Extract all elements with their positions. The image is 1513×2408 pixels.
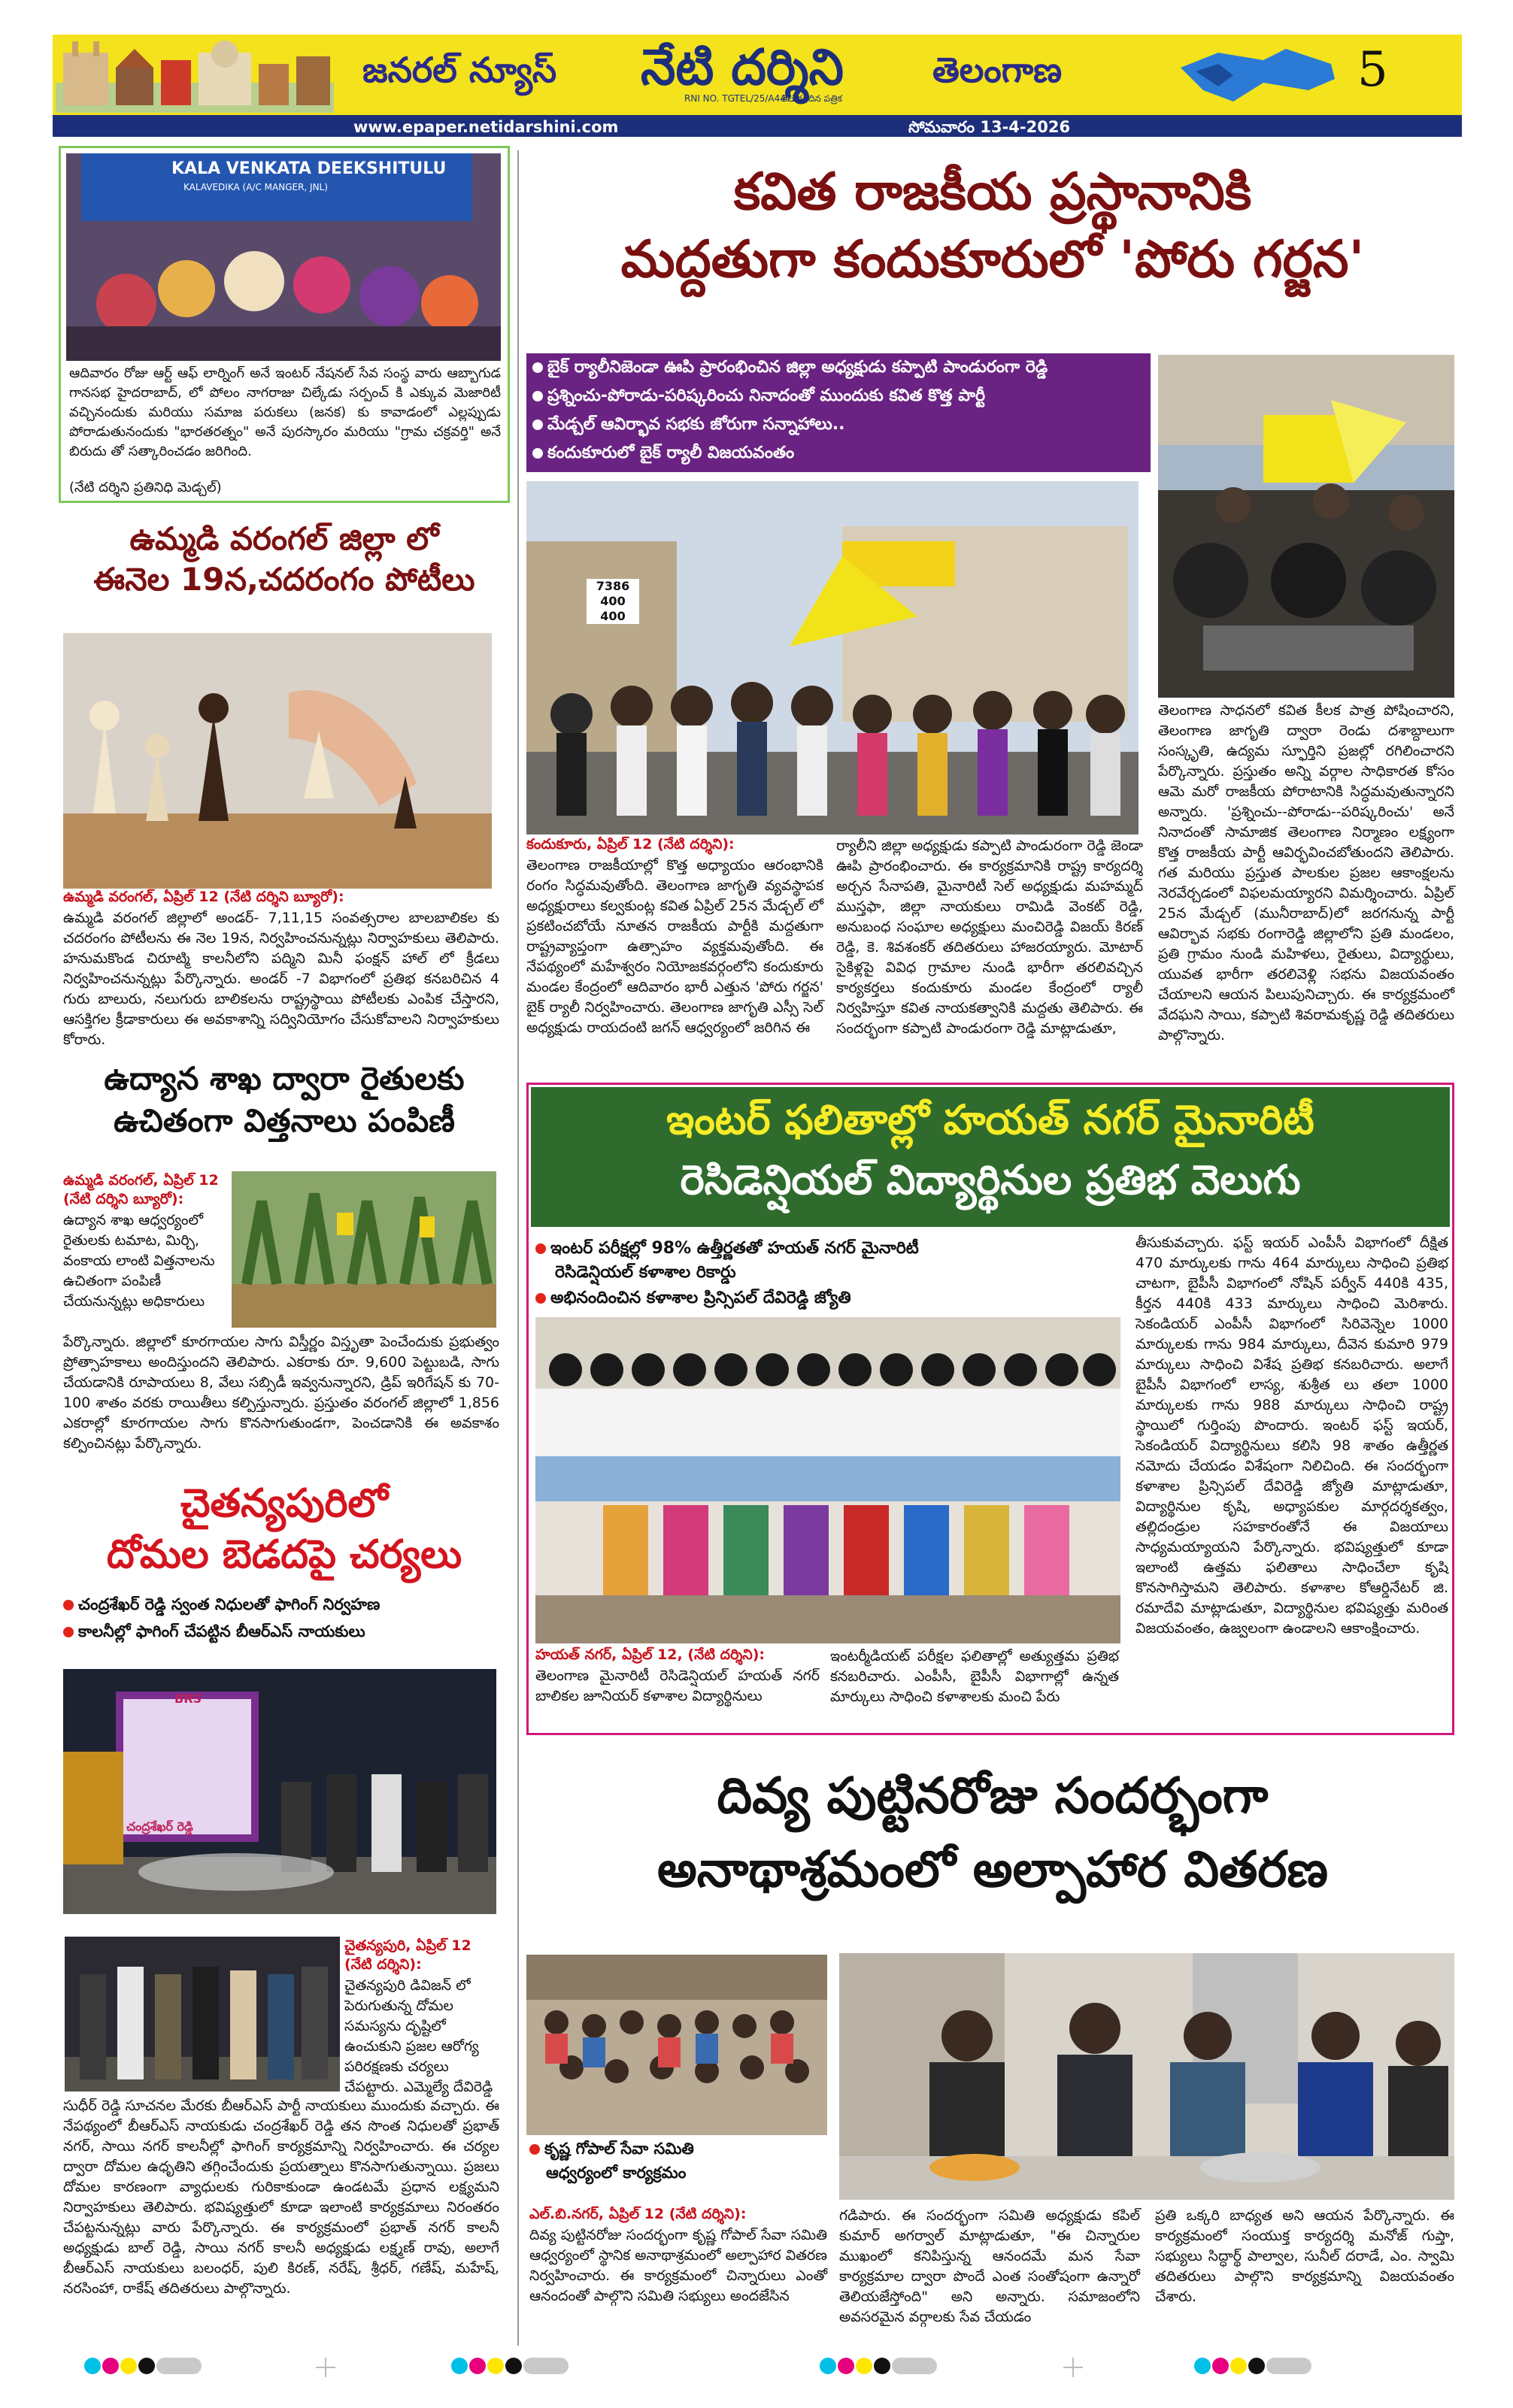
swatch-black	[1248, 2358, 1265, 2374]
paper-name: నేటి దర్శిని	[641, 38, 844, 96]
swatch-black	[138, 2358, 155, 2374]
award-banner-sub: KALAVEDIKA (A/C MANGER, JNL)	[183, 182, 328, 192]
crop-mark-1	[316, 2358, 335, 2377]
orphanage-col-3: ప్రతి ఒక్కరి బాధ్యత అని ఆయన పేర్కొన్నారు. ఈ కార్యక్రమంలో సంయుక్త కార్యదర్శి మనోజ్ గుప్తా, సభ్యులు సిద్ధార్థ్ పాల్వాల, సునీల్ దరాడే, ఎం. స్వామి తదితరులు పాల్గొని కార్యక్రమాన్ని విజయవంతం చేశారు.	[1155, 2207, 1454, 2305]
swatch-magenta	[1212, 2358, 1229, 2374]
inter-col-1: తెలంగాణ మైనారిటీ రెసిడెన్షియల్ హయత్ నగర్ బాలికల జూనియర్ కళాశాల విద్యార్థినులు	[535, 1667, 820, 1704]
swatch-yellow	[1230, 2358, 1247, 2374]
swatch-cyan	[1194, 2358, 1211, 2374]
inter-col-2: ఇంటర్మీడియట్ పరీక్షల ఫలితాల్లో అత్యుత్తమ ప్రతిభ కనబరిచారు. ఎంపీసీ, బైపీసీ విభాగాల్లో ఉన్నత మార్కులు సాధించి కళాశాలకు మంచి పేరు	[830, 1648, 1119, 1705]
orphanage-col-1: దివ్య పుట్టినరోజు సందర్భంగా కృష్ణ గోపాల్ సేవా సమితి ఆధ్వర్యంలో స్థానిక అనాథాశ్రమంలో అల్పాహార వితరణ నిర్వహించారు. ఈ కార్యక్రమంలో చిన్నారులు ఎంతో ఆనందంతో పాల్గొని సమితి సభ్యులు అందజేసిన	[529, 2227, 827, 2304]
chess-body: ఉమ్మడి వరంగల్ జిల్లాలో అండర్- 7,11,15 సంవత్సరాల బాలబాలికల కు చదరంగం పోటీలను ఈ నెల 19న, నిర్వహించనున్నట్లు నిర్వాహకులు తెలిపారు. హనుమకొండ చిరూట్మి కాలనీలోని పద్మిని మినీ ఫంక్షన్ హాల్ లో క్రీడలు నిర్వహించనున్నట్లు పేర్కొన్నారు. అండర్ -7 విభాగంలో ప్రతిభ కనబరిచిన 4 గురు బాలురు, నలుగురు బాలికలను రాష్ట్రస్థాయి పోటీలకు ఎంపిక చేస్తారని, ఆసక్తిగల క్రీడాకారులు ఈ అవకాశాన్ని సద్వినియోగం చేసుకోవాలని నిర్వాహకులు కోరారు.	[63, 910, 499, 1048]
orphanage-headline-1: దివ్య పుట్టినరోజు సందర్భంగా	[717, 1767, 1269, 1825]
registration-marks-1	[84, 2358, 202, 2377]
swatch-magenta	[838, 2358, 854, 2374]
seeds-dateline: ఉమ్మడి వరంగల్, ఏప్రిల్ 12 (నేటి దర్శిని బ్యూరో):	[63, 1172, 219, 1207]
seeds-headline-1: ఉద్యాన శాఖ ద్వారా రైతులకు	[104, 1060, 465, 1097]
swatch-black	[505, 2358, 522, 2374]
inter-headline-1: ఇంటర్ ఫలితాల్లో హయత్ నగర్ మైనారిటీ	[666, 1096, 1314, 1143]
inter-bullet-2: అభినందించిన కళాశాల ప్రిన్సిపల్ దేవిరెడ్డి జ్యోతి	[535, 1289, 851, 1311]
seeds-body: పేర్కొన్నారు. జిల్లాలో కూరగాయల సాగు విస్తీర్ణం విస్తృతా పెంచేందుకు ప్రభుత్వం ప్రోత్సాహకాలు అందిస్తుందని తెలిపారు. ఎకరాకు రూ. 9,600 పెట్టుబడి, సాగు చేయడానికి రూపాయలు 8, వేలు సబ్సిడీ ఇవ్వనున్నారని, డ్రిప్ ఇరిగేషన్ కు 70-100 శాతం వరకు రాయితీలు కల్పిస్తున్నారు. ప్రస్తుతం వరంగల్ జిల్లాలో 1,856 ఎకరాల్లో కూరగాయల సాగు కొనసాగుతుండగా, పెంచడానికి ఈ అవకాశం కల్పించినట్లు పేర్కొన్నారు.	[63, 1334, 499, 1452]
crop-mark-2	[1063, 2358, 1083, 2377]
chess-headline-2: ఈనెల 19న,చదరంగం పోటీలు	[93, 561, 475, 598]
kavitha-headline-2: మద్దతుగా కందుకూరులో 'పోరు గర్జన'	[620, 230, 1365, 289]
issue-date: సోమవారం 13-4-2026	[908, 118, 1071, 136]
kavitha-bullet-4: కందుకూరులో బైక్ ర్యాలీ విజయవంతం	[532, 444, 794, 466]
swatch-yellow	[120, 2358, 137, 2374]
inter-bullet-1: ఇంటర్ పరీక్షల్లో 98% ఉత్తీర్ణతతో హయత్ నగర్ మైనారిటీ	[535, 1239, 919, 1262]
tagline: తెలుగు దిన పత్రిక	[781, 93, 842, 104]
swatch-yellow	[856, 2358, 872, 2374]
award-text: ఆదివారం రోజు ఆర్ట్ ఆఫ్ లార్నింగ్ అనే ఇంటర్ నేషనల్ సేవ సంస్థ వారు ఆబ్బాగుడ గానసభ హైదరాబాద్, లో పోలం నాగరాజు చిల్కేడు సర్పంచ్ కి ఎక్కువ మెజారిటీ వచ్చినందుకు మరియు సమాజ పరుకలు (జనక) కు కావాడంలో ఎల్లప్పుడు పోరాడుతునందుకు "భారతరత్నం" అనే పురస్కారం మరియు "గ్రామ చక్రవర్తి" అనే బిరుదు తో సత్కారించడం జరిగింది.	[69, 365, 501, 459]
orphanage-caption-1: కృష్ణ గోపాల్ సేవా సమితి	[529, 2140, 694, 2162]
swatch-yellow	[487, 2358, 504, 2374]
masthead-bottom-bar	[53, 117, 1462, 137]
swatch-cyan	[84, 2358, 101, 2374]
swatch-black	[874, 2358, 890, 2374]
orphanage-caption-2: ఆధ్వర్యంలో కార్యక్రమం	[546, 2164, 687, 2182]
section-label-left: జనరల్ న్యూస్	[362, 50, 557, 90]
registration-marks-2	[451, 2358, 569, 2377]
orphanage-dateline: ఎల్.బి.నగర్, ఏప్రిల్ 12 (నేటి దర్శిని):	[529, 2206, 747, 2222]
swatch-grey	[523, 2358, 569, 2374]
column-divider	[517, 150, 519, 2346]
award-banner-name: KALA VENKATA DEEKSHITULU	[171, 159, 447, 178]
swatch-grey	[1266, 2358, 1311, 2374]
kavitha-headline-1: కవిత రాజకీయ ప్రస్థానానికి	[733, 162, 1252, 222]
inter-headline-2: రెసిడెన్షియల్ విద్యార్థినుల ప్రతిభ వెలుగు	[680, 1156, 1301, 1204]
shop-sign: 7386 400 400	[587, 579, 639, 624]
fogging-body: సుధీర్ రెడ్డి సూచనల మేరకు బీఆర్ఎస్ పార్టీ నాయకులు ముందుకు వచ్చారు. ఈ నేపథ్యంలో బీఆర్ఎస్ నాయకుడు చంద్రశేఖర్ రెడ్డి తన సొంత నిధులతో ప్రభాత్ నగర్, సాయి నగర్ కాలనీల్లో ఫాగింగ్ కార్యక్రమాన్ని నిర్వహించారు. ఈ చర్యల ద్వారా దోమల ఉధృతిని తగ్గించేందుకు ప్రయత్నాలు కొనసాగుతున్నాయి. ప్రజలు దోమల కారణంగా వ్యాధులకు గురికాకుండా ఉండటమే ప్రధాన లక్ష్యమని నిర్వాహకులు తెలిపారు. భవిష్యత్తులో కూడా ఇలాంటి కార్యక్రమాలు నిరంతరం చేపట్టనున్నట్లు వారు పేర్కొన్నారు. ఈ కార్యక్రమంలో ప్రభాత్ నగర్ కాలనీ అధ్యక్షుడు బాల్ రెడ్డి, సాయి నగర్ కాలనీ అధ్యక్షుడు లక్ష్మణ్ రావు, అలాగే బీఆర్ఎస్ నాయకులు బలంధర్, పులి కిరణ్, నరేష్, శ్రీధర్, గణేష్, మహేష్, నరసింహా, రాకేష్ తదితరులు పాల్గొన్నారు.	[63, 2098, 499, 2297]
fogging-bullet-2: కాలనీల్లో ఫాగింగ్ చేపట్టిన బీఆర్ఎస్ నాయకులు	[63, 1622, 365, 1645]
website: www.epaper.netidarshini.com	[353, 118, 619, 136]
kavitha-col-2: ర్యాలీని జిల్లా అధ్యక్షుడు కప్పాటి పాండురంగా రెడ్డి జెండా ఊపి ప్రారంభించారు. ఈ కార్యక్రమానికి రాష్ట్ర కార్యదర్శి అర్చన సేనాపతి, మైనారిటీ సెల్ అధ్యక్షుడు మహమ్మద్ ముస్తఫా, జిల్లా నాయకులు రామిడి వెంకట్ రెడ్డి, అనుబంధ సంఘాల అధ్యక్షులు మంచిరెడ్డి విజయ్ కిరణ్ రెడ్డి, కె. శివశంకర్ తదితరులు హాజరయ్యారు. మోటార్ సైకిళ్లపై వివిధ గ్రామాల నుండి భారీగా తరలివచ్చిన కార్యకర్తలు కందుకూరు మండల కేంద్రంలో ర్యాలీ నిర్వహిస్తూ కవిత నాయకత్వానికి మద్దతు తెలిపారు. ఈ సందర్భంగా కప్పాటి పాండురంగా రెడ్డి మాట్లాడుతూ,	[836, 837, 1143, 1037]
kavitha-bullet-1: బైక్ ర్యాలీనిజెండా ఊపి ప్రారంభించిన జిల్లా అధ్యక్షుడు కప్పాటి పాండురంగా రెడ్డి	[532, 358, 1048, 380]
swatch-cyan	[820, 2358, 836, 2374]
kavitha-rally-photo	[526, 481, 1139, 834]
fogging-body-side: చైతన్యపురి డివిజన్ లో పెరుగుతున్న దోమల సమస్యను దృష్టిలో ఉంచుకుని ప్రజల ఆరోగ్య పరిరక్షణకు చర్యలు చేపట్టారు. ఎమ్మెల్యే దేవిరెడ్డి	[344, 1977, 493, 2095]
inter-col-3: తీసుకువచ్చారు. ఫస్ట్ ఇయర్ ఎంపీసీ విభాగంలో దీక్షిత 470 మార్కులకు గాను 464 మార్కులు సాధించి ప్రతిభ చాటగా, బైపీసీ విభాగంలో నోషిన్ పర్వీన్ 440కి 435, కీర్తన 440కి 433 మార్కులు సాధించి మెరిశారు. సెకండియర్ ఎంపీసీ విభాగంలో సిరివెన్నెల 1000 మార్కులకు గాను 984 మార్కులు, దీవెన కుమారి 979 మార్కులు సాధించి విశేష ప్రతిభ కనబరిచారు. అలాగే బైపీసీ విభాగంలో లాస్య, శుశ్రీత లు తలా 1000 మార్కులకు గాను 988 మార్కులు సాధించి రాష్ట్ర స్థాయిలో గుర్తింపు పొందారు. ఇంటర్ ఫస్ట్ ఇయర్, సెకండియర్ విద్యార్థినులు కలిసి 98 శాతం ఉత్తీర్ణత నమోదు చేయడం విశేషంగా నిలిచింది. ఈ సందర్భంగా కళాశాల ప్రిన్సిపల్ దేవిరెడ్డి జ్యోతి మాట్లాడుతూ, విద్యార్థినుల కృషి, అధ్యాపకుల మార్గదర్శకత్వం, తల్లిదండ్రుల సహకారంతోనే ఈ విజయాలు సాధ్యమయ్యాయని పేర్కొన్నారు. భవిష్యత్తులో కూడా ఇలాంటి ఉత్తమ ఫలితాలు సాధించేలా కృషి కొనసాగిస్తామని తెలిపారు. కళాశాల కోఆర్డినేటర్ జి. రమాదేవి మాట్లాడుతూ, విద్యార్థినుల భవిష్యత్తు మరింత విజయవంతం, ఉజ్వలంగా ఉండాలని ఆకాంక్షించారు.	[1136, 1234, 1448, 1637]
fogging-headline-1: చైతన్యపురిలో	[180, 1481, 388, 1526]
india-map-icon	[1173, 38, 1346, 113]
fogging-dateline: చైతన్యపురి, ఏప్రిల్ 12 (నేటి దర్శిని):	[344, 1937, 471, 1973]
swatch-cyan	[451, 2358, 468, 2374]
kavitha-dateline: కందుకూరు, ఏప్రిల్ 12 (నేటి దర్శిని):	[526, 836, 735, 853]
rni-number: RNI NO. TGTEL/25/A4471	[684, 93, 798, 104]
swatch-magenta	[102, 2358, 119, 2374]
fogging-headline-2: దోమల బెడదపై చర్యలు	[106, 1532, 462, 1577]
seeds-body-side: ఉద్యాన శాఖ ఆధ్వర్యంలో రైతులకు టమాట, మిర్చి, వంకాయ లాంటి విత్తనాలను ఉచితంగా పంపిణీ చేయనున్నట్లు అధికారులు	[63, 1212, 215, 1310]
swatch-magenta	[469, 2358, 486, 2374]
award-credit: (నేటి దర్శిని ప్రతినిధి మెడ్చల్)	[69, 480, 222, 495]
inter-students-photo	[535, 1317, 1120, 1643]
orphanage-col-2: గడిపారు. ఈ సందర్భంగా సమితి అధ్యక్షుడు కపిల్ కుమార్ అగర్వాల్ మాట్లాడుతూ, "ఈ చిన్నారుల ముఖంలో కనిపిస్తున్న ఆనందమే మన సేవా కార్యక్రమాల ద్వారా పొందే ఎంత సంతోషంగా ఉన్నారో తెలియజేస్తోంది" అని అన్నారు. సమాజంలోని అవసరమైన వర్గాలకు సేవ చేయడం	[839, 2207, 1140, 2325]
kavitha-col-1: తెలంగాణ రాజకీయాల్లో కొత్త అధ్యాయం ఆరంభానికి రంగం సిద్ధమవుతోంది. తెలంగాణ జాగృతి వ్యవస్థాపక అధ్యక్షురాలు కల్వకుంట్ల కవిత ఏప్రిల్ 25న మేడ్చల్ లో ప్రకటించబోయే నూతన రాజకీయ పార్టీకి మద్దతుగా రాష్ట్రవ్యాప్తంగా ఉత్సాహం వ్యక్తమవుతోంది. ఈ నేపథ్యంలో మహేశ్వరం నియోజకవర్గంలోని కందుకూరు మండల కేంద్రంలో ఆదివారం భారీ ఎత్తున 'పోరు గర్జన' బైక్ ర్యాలీ నిర్వహించారు. తెలంగాణ జాగృతి ఎస్సీ సెల్ అధ్యక్షుడు రాయదంటి జగన్ ఆధ్వర్యంలో జరిగిన ఈ	[526, 857, 823, 1036]
page-number: 5	[1357, 42, 1388, 98]
fogging-photo-group	[65, 1937, 340, 2091]
inter-dateline: హయత్ నగర్, ఏప్రిల్ 12, (నేటి దర్శిని):	[535, 1646, 766, 1663]
fogging-bullet-1: చంద్రశేఖర్ రెడ్డి స్వంత నిధులతో ఫాగింగ్ నిర్వహణ	[63, 1595, 380, 1618]
chess-headline-1: ఉమ్మడి వరంగల్ జిల్లా లో	[129, 520, 439, 557]
section-label-right: తెలంగాణ	[932, 50, 1063, 90]
kavitha-bullet-2: ప్రశ్నించు-పోరాడు-పరిష్కరించు నినాదంతో ముందుకు కవిత కొత్త పార్టీ	[532, 386, 985, 409]
fogging-poster-text: BRS	[174, 1692, 202, 1706]
fogging-poster-name: చంద్రశేఖర్ రెడ్డి	[126, 1819, 193, 1834]
landmarks-illustration	[56, 38, 334, 113]
chess-photo	[63, 633, 492, 889]
chess-dateline: ఉమ్మడి వరంగల్, ఏప్రిల్ 12 (నేటి దర్శిని బ్యూరో):	[63, 889, 344, 905]
seeds-photo	[232, 1171, 496, 1328]
registration-marks-3	[820, 2358, 937, 2377]
orphanage-headline-2: అనాథాశ్రమంలో అల్పాహార వితరణ	[656, 1840, 1329, 1898]
registration-marks-4	[1194, 2358, 1311, 2377]
fogging-photo-night	[63, 1669, 496, 1914]
kavitha-bikes-photo	[1158, 355, 1454, 698]
kavitha-bullet-3: మేడ్చల్ ఆవిర్భావ సభకు జోరుగా సన్నాహాలు..	[532, 415, 844, 438]
orphanage-photo-volunteers	[839, 1953, 1454, 2200]
swatch-grey	[156, 2358, 202, 2374]
seeds-headline-2: ఉచితంగా విత్తనాలు పంపిణీ	[114, 1102, 455, 1139]
orphanage-photo-children	[526, 1955, 827, 2135]
inter-bullet-1b: రెసిడెన్షియల్ కళాశాల రికార్డు	[555, 1263, 736, 1282]
swatch-grey	[892, 2358, 937, 2374]
kavitha-col-3: తెలంగాణ సాధనలో కవిత కీలక పాత్ర పోషించారని, తెలంగాణ జాగృతి ద్వారా రెండు దశాబ్దాలుగా సంస్కృతి, ఉద్యమ స్ఫూర్తిని ప్రజల్లో రగిలించారని పేర్కొన్నారు. ప్రస్తుతం అన్ని వర్గాల సాధికారత కోసం ఆమె మరో రాజకీయ పోరాటానికి సిద్ధమవుతున్నారని అన్నారు. 'ప్రశ్నించు--పోరాడు--పరిష్కరించు' అనే నినాదంతో సామాజిక తెలంగాణ నిర్మాణం లక్ష్యంగా కొత్త రాజకీయ పార్టీ ఆవిర్భవించబోతుందని తెలిపారు. గత మరియు ప్రస్తుత పాలకుల ప్రజల ఆకాంక్షలను నెరవేర్చడంలో విఫలమయ్యారని విమర్శించారు. ఏప్రిల్ 25న మేడ్చల్ (మునీరాబాద్)లో జరగనున్న పార్టీ ఆవిర్భావ సభకు రంగారెడ్డి జిల్లాలోని ప్రతి మండలం, ప్రతి గ్రామం నుండి మహిళలు, రైతులు, విద్యార్థులు, యువత భారీగా తరలివెళ్లి సభను విజయవంతం చేయాలని ఆయన పిలుపునిచ్చారు. ఈ కార్యక్రమంలో వేదఘని సాయి, కప్పాటి శివరామకృష్ణ రెడ్డి తదితరులు పాల్గొన్నారు.	[1158, 702, 1454, 1043]
